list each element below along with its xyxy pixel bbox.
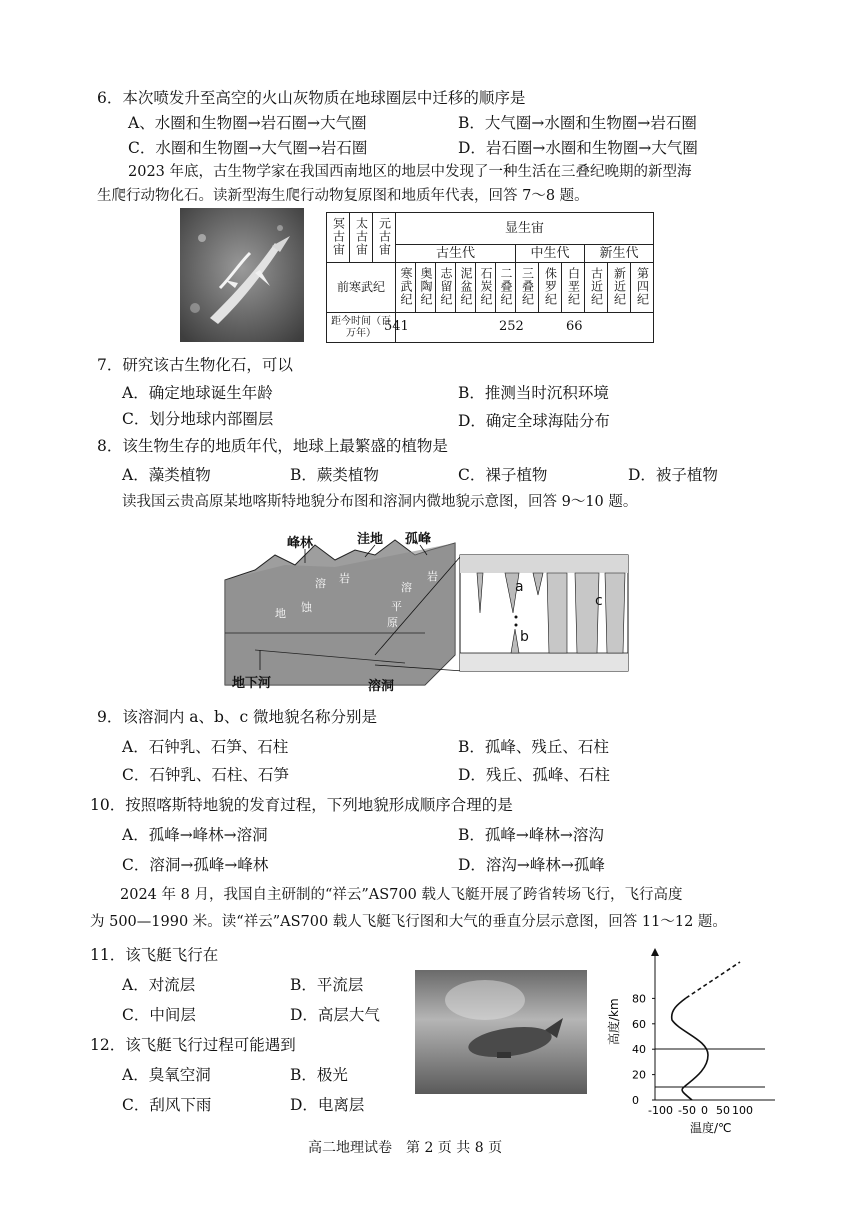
label-isolated-peak: 孤峰	[405, 532, 432, 547]
karst-landform-diagram	[215, 525, 635, 695]
eon-phanerozoic: 显生宙	[396, 213, 654, 245]
geologic-time-table	[326, 212, 654, 343]
era-mesozoic: 中生代	[516, 245, 585, 263]
x-tick-neg50: -50	[678, 1104, 696, 1117]
eon-proterozoic: 元古宙	[377, 216, 392, 256]
period-ordovician: 奥陶纪	[419, 266, 433, 306]
period-paleogene: 古近纪	[589, 266, 604, 306]
q9-option-b: B．孤峰、残丘、石柱	[458, 738, 609, 756]
x-tick-0: 0	[701, 1104, 708, 1117]
q12-stem: 12．该飞艇飞行过程可能遇到	[90, 1036, 296, 1054]
q7-option-b: B．推测当时沉积环境	[458, 384, 609, 402]
period-cretaceous: 白垩纪	[566, 266, 581, 306]
karst-char-1: 溶	[315, 577, 326, 590]
q11-stem: 11．该飞艇飞行在	[90, 946, 219, 964]
intro-11-12-line2: 为 500—1990 米。读“祥云”AS700 载人飞艇飞行图和大气的垂直分层示意图，回答 11～12 题。	[90, 914, 727, 930]
q12-option-c: C．刮风下雨	[122, 1096, 212, 1114]
label-underground-river: 地下河	[232, 676, 272, 691]
q12-option-d: D．电离层	[290, 1096, 365, 1114]
label-cave: 溶洞	[368, 679, 395, 694]
label-a: a	[515, 579, 524, 595]
q10-option-a: A．孤峰→峰林→溶洞	[122, 826, 268, 844]
karst-char-7: 平	[391, 600, 402, 613]
karst-char-3: 岩	[427, 570, 438, 583]
y-tick-0: 0	[632, 1094, 639, 1107]
q11-option-d: D．高层大气	[290, 1006, 380, 1024]
label-peak-forest: 峰林	[287, 536, 314, 551]
karst-char-4: 溶	[401, 581, 412, 594]
label-b: b	[520, 629, 529, 645]
period-triassic: 三叠纪	[520, 266, 535, 306]
time-252: 252	[499, 319, 524, 334]
q7-stem: 7．研究该古生物化石，可以	[97, 356, 293, 374]
label-c: c	[595, 593, 603, 609]
period-neogene: 新近纪	[612, 266, 627, 306]
q7-option-d: D．确定全球海陆分布	[458, 412, 610, 430]
period-quaternary: 第四纪	[635, 266, 650, 306]
period-cambrian: 寒武纪	[399, 266, 413, 306]
intro-7-8-line1: 2023 年底，古生物学家在我国西南地区的地层中发现了一种生活在三叠纪晚期的新型海	[128, 164, 692, 180]
era-cenozoic: 新生代	[585, 245, 654, 263]
q8-option-b: B．蕨类植物	[290, 466, 379, 484]
q8-option-c: C．裸子植物	[458, 466, 548, 484]
x-tick-neg100: -100	[648, 1104, 673, 1117]
eon-archean: 太古宙	[354, 216, 369, 256]
q6-option-b: B．大气圈→水圈和生物圈→岩石圈	[458, 114, 697, 132]
q10-stem: 10．按照喀斯特地貌的发育过程，下列地貌形成顺序合理的是	[90, 796, 513, 814]
time-axis-label: 距今时间（百万年）	[327, 313, 396, 343]
period-silurian: 志留纪	[439, 266, 453, 306]
page-footer: 高二地理试卷 第 2 页 共 8 页	[308, 1140, 503, 1156]
x-tick-100: 100	[732, 1104, 753, 1117]
q11-option-c: C．中间层	[122, 1006, 196, 1024]
q7-option-c: C．划分地球内部圈层	[122, 410, 274, 428]
eon-hadean: 冥古宙	[331, 216, 346, 256]
y-tick-60: 60	[632, 1017, 646, 1031]
time-541: 541	[384, 319, 409, 334]
q6-option-c: C．水圈和生物圈→大气圈→岩石圈	[128, 139, 368, 157]
intro-9-10: 读我国云贵高原某地喀斯特地貌分布图和溶洞内微地貌示意图，回答 9～10 题。	[122, 494, 638, 510]
label-depression: 洼地	[357, 532, 384, 547]
atmosphere-vertical-structure-chart	[600, 940, 800, 1140]
q11-option-a: A．对流层	[122, 976, 196, 994]
marine-reptile-reconstruction-image	[180, 208, 304, 342]
y-tick-40: 40	[632, 1043, 646, 1057]
q8-option-d: D．被子植物	[628, 466, 718, 484]
q6-option-d: D．岩石圈→水圈和生物圈→大气圈	[458, 139, 698, 157]
q9-option-d: D．残丘、孤峰、石柱	[458, 766, 610, 784]
q10-option-c: C．溶洞→孤峰→峰林	[122, 856, 269, 874]
q11-option-b: B．平流层	[290, 976, 364, 994]
q12-option-b: B．极光	[290, 1066, 348, 1084]
karst-char-5: 地	[275, 607, 286, 620]
x-tick-50: 50	[716, 1104, 730, 1117]
period-devonian: 泥盆纪	[459, 266, 473, 306]
precambrian: 前寒武纪	[327, 263, 396, 313]
q6-option-a: A、水圈和生物圈→岩石圈→大气圈	[128, 114, 367, 132]
era-paleozoic: 古生代	[396, 245, 516, 263]
q8-stem: 8．该生物生存的地质年代，地球上最繁盛的植物是	[97, 437, 448, 455]
y-tick-80: 80	[632, 992, 646, 1006]
time-66: 66	[566, 319, 583, 334]
temperature-curve-dashed	[686, 962, 740, 998]
q9-stem: 9．该溶洞内 a、b、c 微地貌名称分别是	[97, 708, 378, 726]
period-permian: 二叠纪	[499, 266, 513, 306]
period-carboniferous: 石炭纪	[479, 266, 493, 306]
q9-option-c: C．石钟乳、石柱、石笋	[122, 766, 289, 784]
q6-stem: 6．本次喷发升至高空的火山灰物质在地球圈层中迁移的顺序是	[97, 89, 526, 107]
y-tick-20: 20	[632, 1068, 646, 1082]
y-axis-label: 高度/km	[607, 998, 621, 1045]
q10-option-b: B．孤峰→峰林→溶沟	[458, 826, 604, 844]
karst-char-8: 原	[387, 616, 398, 629]
q7-option-a: A．确定地球诞生年龄	[122, 384, 273, 402]
q12-option-a: A．臭氧空洞	[122, 1066, 211, 1084]
q8-option-a: A．藻类植物	[122, 466, 211, 484]
q9-option-a: A．石钟乳、石笋、石柱	[122, 738, 289, 756]
karst-char-2: 岩	[339, 572, 350, 585]
airship-flight-photo	[415, 970, 587, 1094]
x-axis-label: 温度/℃	[690, 1121, 732, 1135]
intro-11-12-line1: 2024 年 8 月，我国自主研制的“祥云”AS700 载人飞艇开展了跨省转场飞行，飞行高度	[120, 887, 683, 903]
period-jurassic: 侏罗纪	[543, 266, 558, 306]
intro-7-8-line2: 生爬行动物化石。读新型海生爬行动物复原图和地质年代表，回答 7～8 题。	[97, 188, 589, 204]
q10-option-d: D．溶沟→峰林→孤峰	[458, 856, 605, 874]
karst-char-6: 蚀	[301, 601, 312, 614]
